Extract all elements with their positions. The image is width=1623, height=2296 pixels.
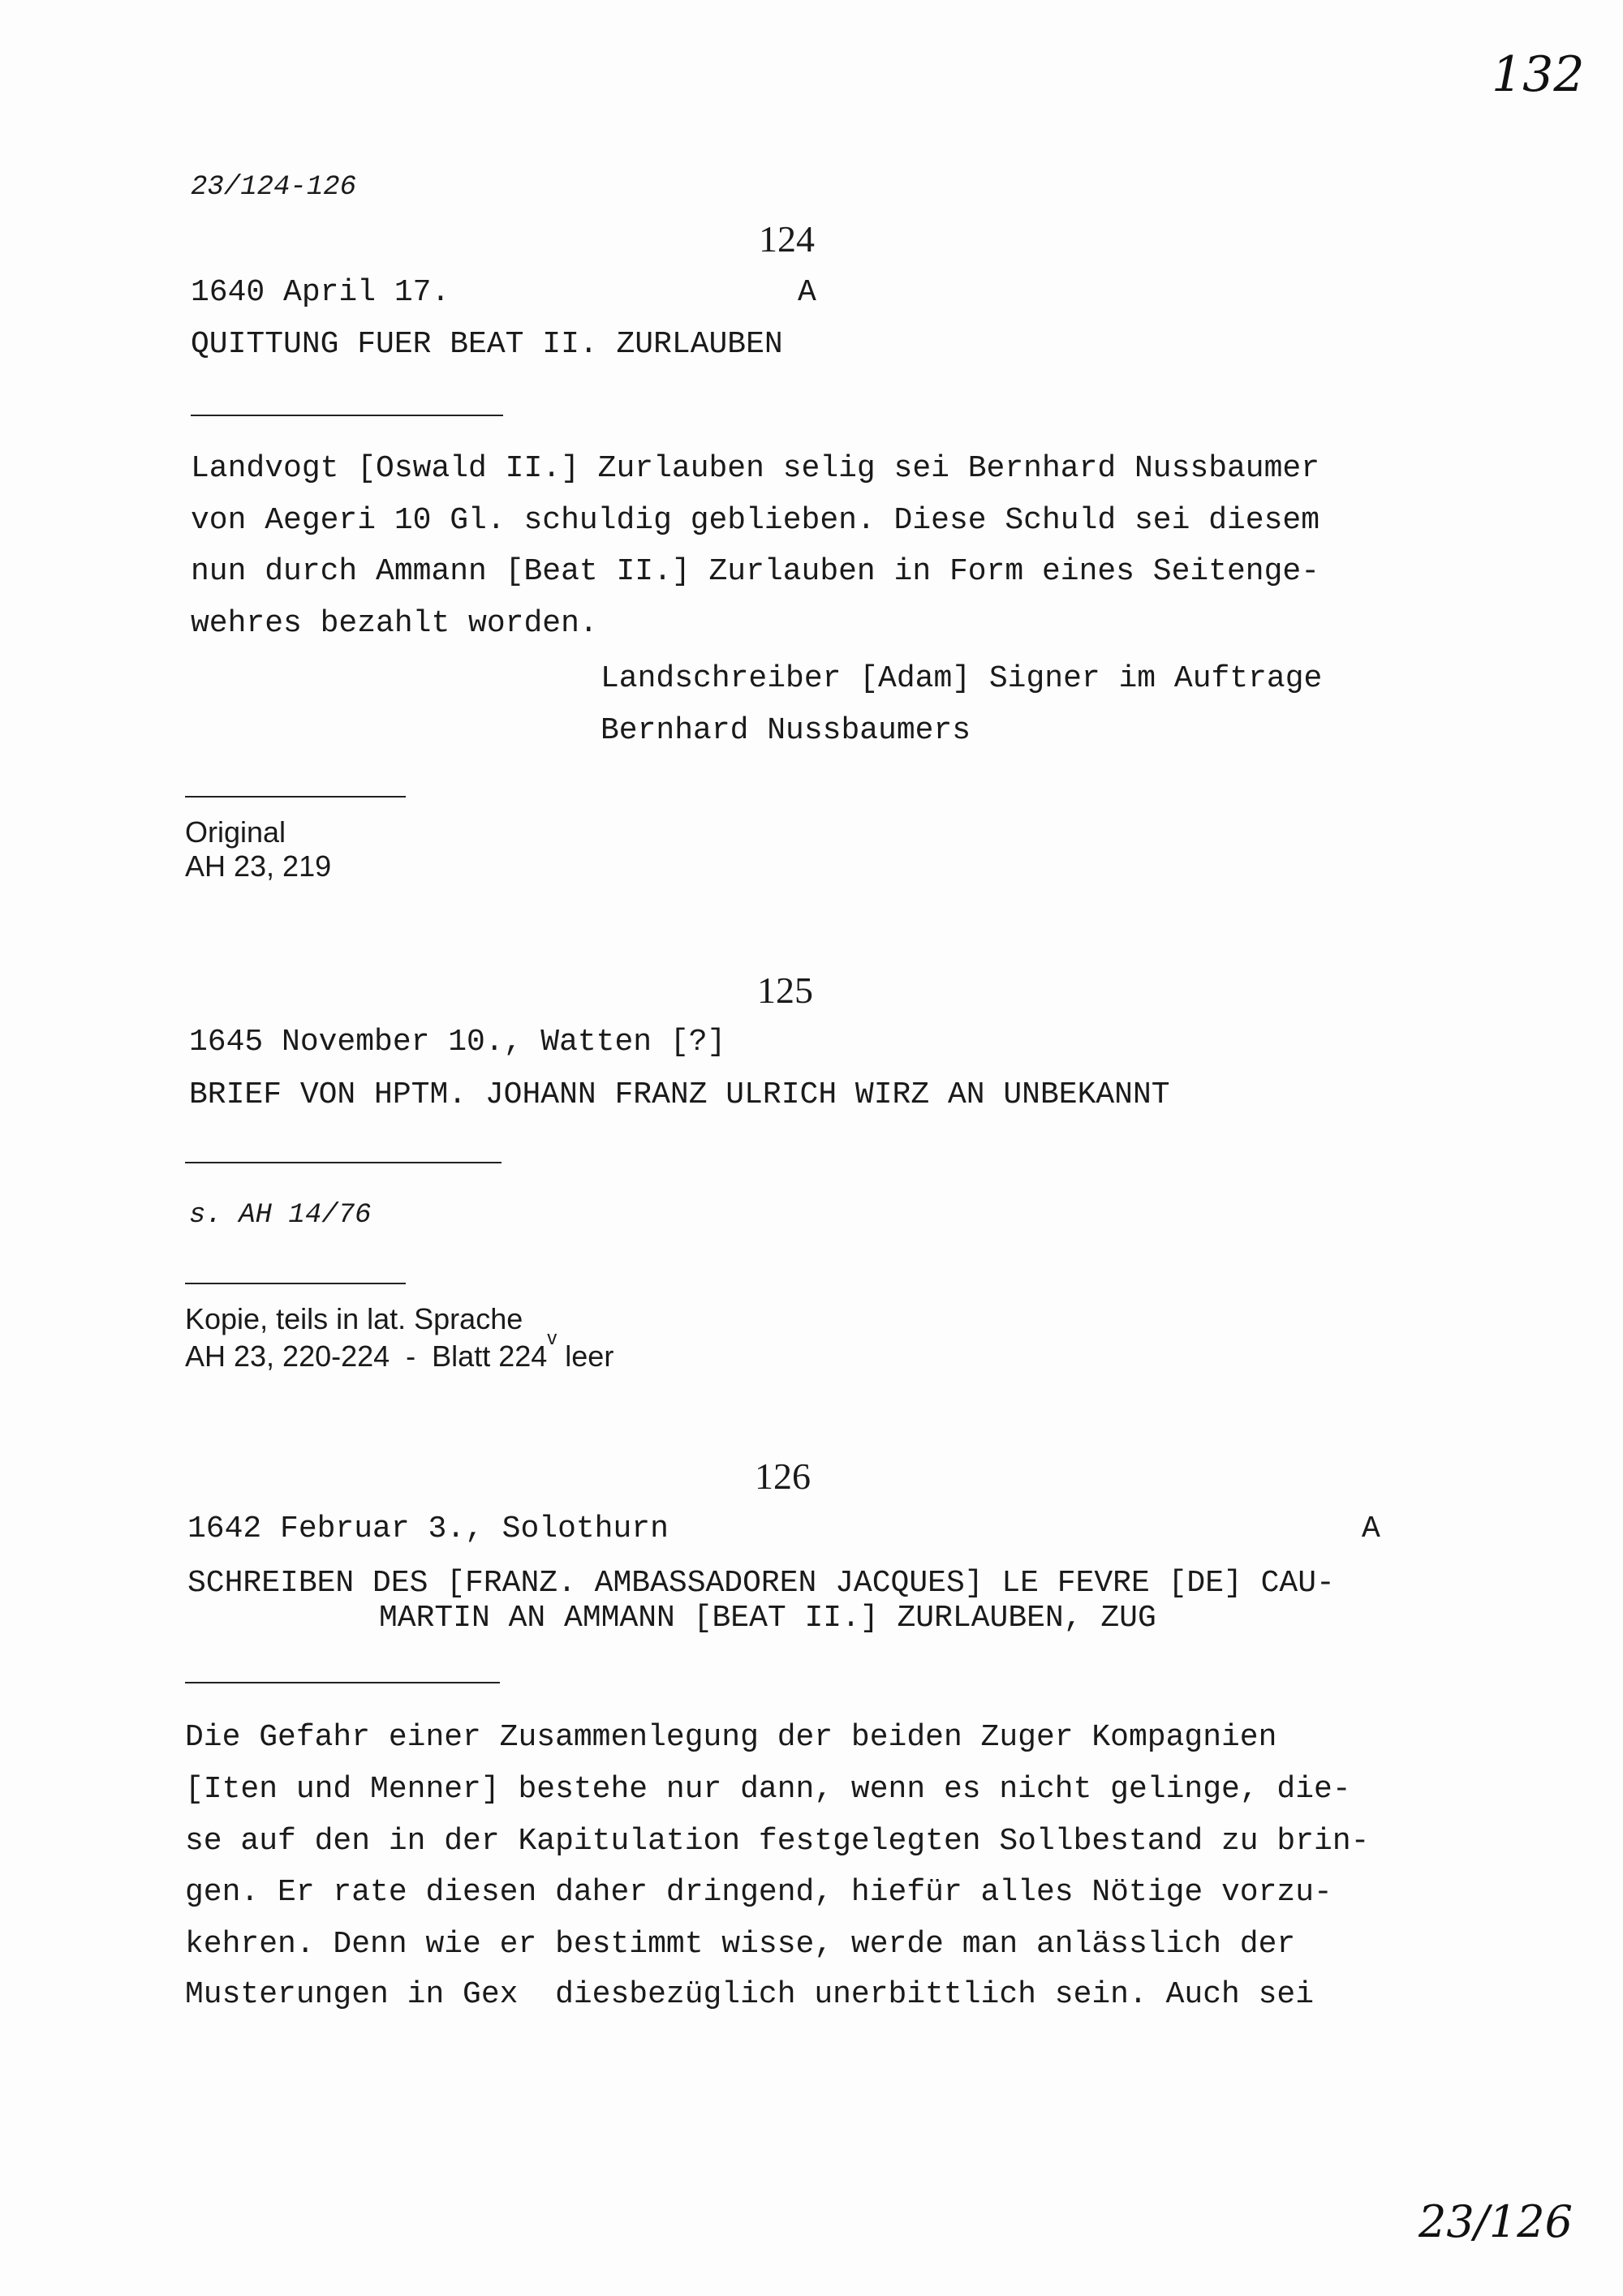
body-line: nun durch Ammann [Beat II.] Zurlauben in Form eines Seitenge- [191,554,1320,589]
body-line: wehres bezahlt worden. [191,606,598,641]
source-reference: AH 23, 219 [185,849,332,883]
body-line: Die Gefahr einer Zusammenlegung der beiden Zuger Kompagnien [185,1720,1277,1755]
divider [191,415,503,416]
divider [185,1283,406,1284]
cross-reference: s. AH 14/76 [189,1200,372,1231]
entry-date: 1640 April 17. [191,275,450,310]
entry-number: 126 [755,1455,811,1497]
divider [185,796,406,798]
entry-date: 1645 November 10., Watten [?] [189,1025,726,1060]
entry-number: 125 [757,970,813,1011]
signature-line: Landschreiber [Adam] Signer im Auftrage [601,661,1323,696]
body-line: Landvogt [Oswald II.] Zurlauben selig sei Bernhard Nussbaumer [191,451,1320,486]
source-reference [185,1327,614,1373]
body-line: kehren. Denn wie er bestimmt wisse, werde man anlässlich der [185,1927,1296,1962]
body-line: [Iten und Menner] bestehe nur dann, wenn es nicht gelinge, die- [185,1772,1351,1807]
source-reference-suffix: leer [557,1339,614,1373]
entry-title: BRIEF VON HPTM. JOHANN FRANZ ULRICH WIRZ AN UNBEKANNT [189,1077,1170,1112]
folio-number: 132 [1492,46,1585,103]
footer-handwritten-reference: 23/126 [1419,2196,1573,2247]
header-reference: 23/124-126 [191,172,357,203]
entry-title-continuation: MARTIN AN AMMANN [BEAT II.] ZURLAUBEN, ZUG [379,1601,1156,1636]
source-type: Kopie, teils in lat. Sprache [185,1302,523,1335]
verso-marker: v [547,1327,558,1349]
body-line: gen. Er rate diesen daher dringend, hiefür alles Nötige vorzu- [185,1875,1332,1910]
source-type: Original [185,815,286,849]
divider [185,1162,502,1163]
entry-title: QUITTUNG FUER BEAT II. ZURLAUBEN [191,327,783,362]
body-line: von Aegeri 10 Gl. schuldig geblieben. Diese Schuld sei diesem [191,503,1320,538]
entry-title: SCHREIBEN DES [FRANZ. AMBASSADOREN JACQUES] LE FEVRE [DE] CAU- [187,1566,1335,1601]
body-line: se auf den in der Kapitulation festgelegten Sollbestand zu brin- [185,1824,1370,1859]
signature-line: Bernhard Nussbaumers [601,713,971,748]
body-line: Musterungen in Gex diesbezüglich unerbittlich sein. Auch sei [185,1977,1315,2012]
source-reference-main: AH 23, 220-224 - Blatt 224 [185,1339,548,1373]
entry-marker: A [798,275,816,310]
entry-marker: A [1362,1511,1380,1546]
entry-date: 1642 Februar 3., Solothurn [187,1511,669,1546]
divider [185,1682,500,1683]
entry-number: 124 [759,218,815,260]
